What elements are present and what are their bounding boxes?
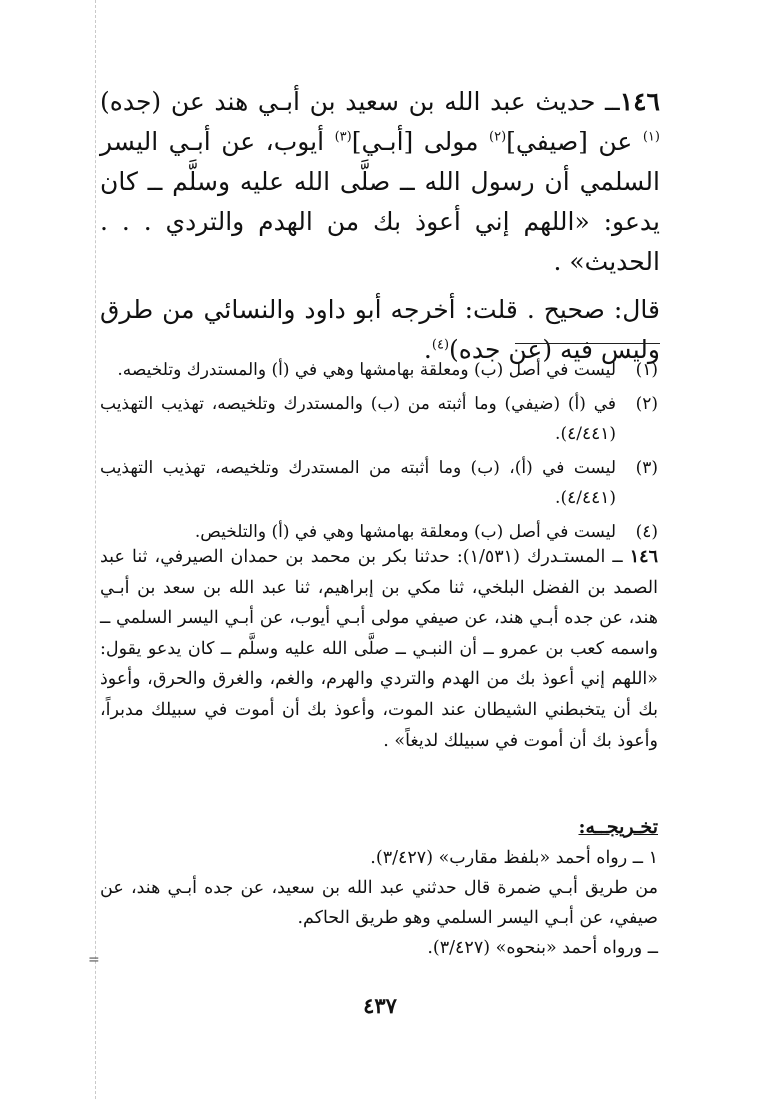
footnote-number: (٣): [635, 458, 658, 478]
footnote-number: (٤): [635, 522, 658, 542]
footnotes: [100, 355, 658, 551]
footnote-ref-3: (٣): [334, 129, 352, 145]
margin-line: [95, 0, 96, 1099]
page-number: ٤٣٧: [363, 993, 397, 1018]
footnote-item: [100, 355, 658, 385]
footnote-number: (٢): [635, 394, 658, 414]
mustadrak-section: [100, 542, 658, 756]
main-paragraph: ١٤٦ــ حديث عبد الله بن سعيد بن أبـي هند عن (جده)$^{(١)}$ عن [صيفي]$^{(٢)}$ مولى [أبـي]$^{(٣)}$ أيوب، عن أبـي اليسر السلمي أن رسول الله ــ صلَّى الله عليه وسلَّم ــ كان يدعو: «اللهم إني أعوذ بك من الهدم والتردي . . . الحديث» .: [100, 87, 660, 276]
footnote-number: (١): [635, 360, 658, 380]
footnote-item: [100, 453, 658, 513]
hadith-number: ١٤٦: [619, 87, 660, 116]
footnote-text: ليست في أصل (ب) ومعلقة بهامشها وهي في (أ) والمستدرك وتلخيصه.: [117, 360, 616, 380]
footnote-ref-2: (٢): [489, 129, 507, 145]
footnote-item: [100, 389, 658, 449]
section-text: ــ المستـدرك (١/٥٣١): حدثنا بكر بن محمد بن حمدان الصيرفي، ثنا عبد الصمد بن الفضل البلخي، ثنا مكي بن إبراهيم، ثنا عبد الله بن سعد بن أبـي هند، عن جده أبـي هند، عن صيفي مولى أبـي أيوب، عن أبـي اليسر السلمي ــ واسمه كعب بن عمرو ــ أن النبـي ــ صلَّى الله عليه وسلَّم ــ كان يدعو يقول: «اللهم إني أعوذ بك من الهدم والتردي والهرم، والغم، والغرق والحرق، وأعوذ بك أن يتخبطني الشيطان عند الموت، وأعوذ بك أن أموت في سبيلك مدبراً، وأعوذ بك أن أموت في سبيلك لديغاً» .: [100, 547, 658, 751]
footnote-ref-1: (١): [642, 129, 660, 145]
footnote-separator: [515, 343, 660, 344]
footnote-text: ليست في أصل (ب) ومعلقة بهامشها وهي في (أ) والتلخيص.: [194, 522, 616, 542]
takhrij-line: من طريق أبـي ضمرة قال حدثني عبد الله بن سعيد، عن جده أبـي هند، عن صيفي، عن أبـي اليسر السلمي وهو طريق الحاكم.: [100, 878, 658, 928]
main-hadith-block: [100, 82, 660, 370]
takhrij-line: ــ ورواه أحمد «بنحوه» (٣/٤٢٧).: [427, 938, 658, 958]
footnote-text: ليست في (أ)، (ب) وما أثبته من المستدرك وتلخيصه، تهذيب التهذيب (٤/٤٤١).: [100, 458, 616, 508]
footnote-ref-4: (٤): [431, 337, 450, 353]
verdict-paragraph: قال: صحيح . قلت: أخرجه أبو داود والنسائي من طرق وليس فيه (عن جده)$^{(٤)}$.: [100, 295, 660, 364]
takhrij-line: ١ ــ رواه أحمد «بلفظ مقارب» (٣/٤٢٧).: [370, 848, 658, 868]
margin-mark: =: [88, 952, 100, 968]
takhrij-heading: تخـريجــه:: [578, 816, 658, 838]
footnote-text: في (أ) (ضيفي) وما أثبته من (ب) والمستدرك وتلخيصه، تهذيب التهذيب (٤/٤٤١).: [100, 394, 616, 444]
section-number: ١٤٦: [629, 547, 658, 567]
takhrij-section: [100, 812, 658, 963]
